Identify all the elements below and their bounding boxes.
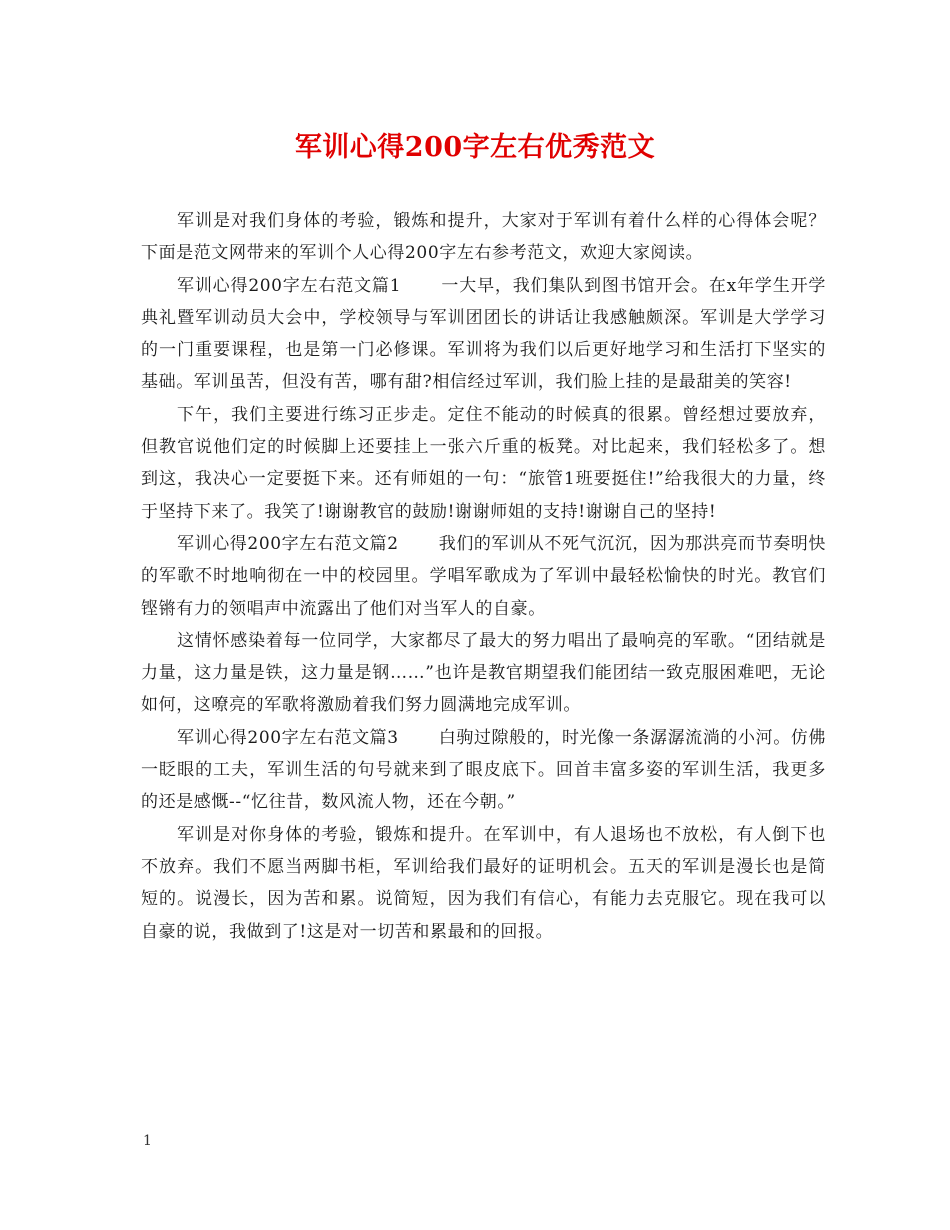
paragraph-section-2 bbox=[141, 528, 826, 625]
paragraph-text: 军训是对我们身体的考验，锻炼和提升，大家对于军训有着什么样的心得体会呢？下面是范文网带来的军训个人心得200字左右参考范文，欢迎大家阅读。 bbox=[141, 211, 826, 264]
paragraph-intro bbox=[141, 205, 826, 270]
page-number: 1 bbox=[143, 1133, 152, 1149]
section-heading: 军训心得200字左右范文篇1 bbox=[177, 275, 402, 296]
section-heading: 军训心得200字左右范文篇3 bbox=[177, 727, 399, 748]
paragraph-text: 一大早，我们集队到图书馆开会。在x年学生开学典礼暨军训动员大会中，学校领导与军训团团长的讲话让我感触颇深。军训是大学学习的一门重要课程，也是第一门必修课。军训将为我们以后更好地学习和生活打下坚实的基础。军训虽苦，但没有苦，哪有甜?相信经过军训，我们脸上挂的是最甜美的笑容! bbox=[141, 275, 826, 393]
paragraph bbox=[141, 819, 826, 948]
article-body bbox=[141, 205, 826, 948]
paragraph-text: 下午，我们主要进行练习正步走。定住不能动的时候真的很累。曾经想过要放弃，但教官说他们定的时候脚上还要挂上一张六斤重的板凳。对比起来，我们轻松多了。想到这，我决心一定要挺下来。还有师姐的一句：“旅管1班要挺住!”给我很大的力量，终于坚持下来了。我笑了!谢谢教官的鼓励!谢谢师姐的支持!谢谢自己的坚持! bbox=[141, 404, 826, 522]
paragraph-text: 我们的军训从不死气沉沉，因为那洪亮而节奏明快的军歌不时地响彻在一中的校园里。学唱军歌成为了军训中最轻松愉快的时光。教官们铿锵有力的领唱声中流露出了他们对当军人的自豪。 bbox=[141, 533, 827, 619]
paragraph-text: 白驹过隙般的，时光像一条潺潺流淌的小河。仿佛一眨眼的工夫，军训生活的句号就来到了眼皮底下。回首丰富多姿的军训生活，我更多的还是感慨--“忆往昔，数风流人物，还在今朝。” bbox=[141, 727, 827, 813]
paragraph bbox=[141, 399, 826, 528]
page-title: 军训心得200字左右优秀范文 bbox=[294, 132, 656, 163]
paragraph-section-1 bbox=[141, 270, 826, 399]
section-heading: 军训心得200字左右范文篇2 bbox=[177, 533, 399, 554]
paragraph-text: 这情怀感染着每一位同学，大家都尽了最大的努力唱出了最响亮的军歌。“团结就是力量，这力量是铁，这力量是钢……”也许是教官期望我们能团结一致克服困难吧，无论如何，这嘹亮的军歌将激励着我们努力圆满地完成军训。 bbox=[141, 630, 826, 716]
paragraph-text: 军训是对你身体的考验，锻炼和提升。在军训中，有人退场也不放松，有人倒下也不放弃。我们不愿当两脚书柜，军训给我们最好的证明机会。五天的军训是漫长也是简短的。说漫长，因为苦和累。说简短，因为我们有信心，有能力去克服它。现在我可以自豪的说，我做到了!这是对一切苦和累最和的回报。 bbox=[141, 824, 826, 942]
paragraph-section-3 bbox=[141, 722, 826, 819]
paragraph bbox=[141, 625, 826, 722]
